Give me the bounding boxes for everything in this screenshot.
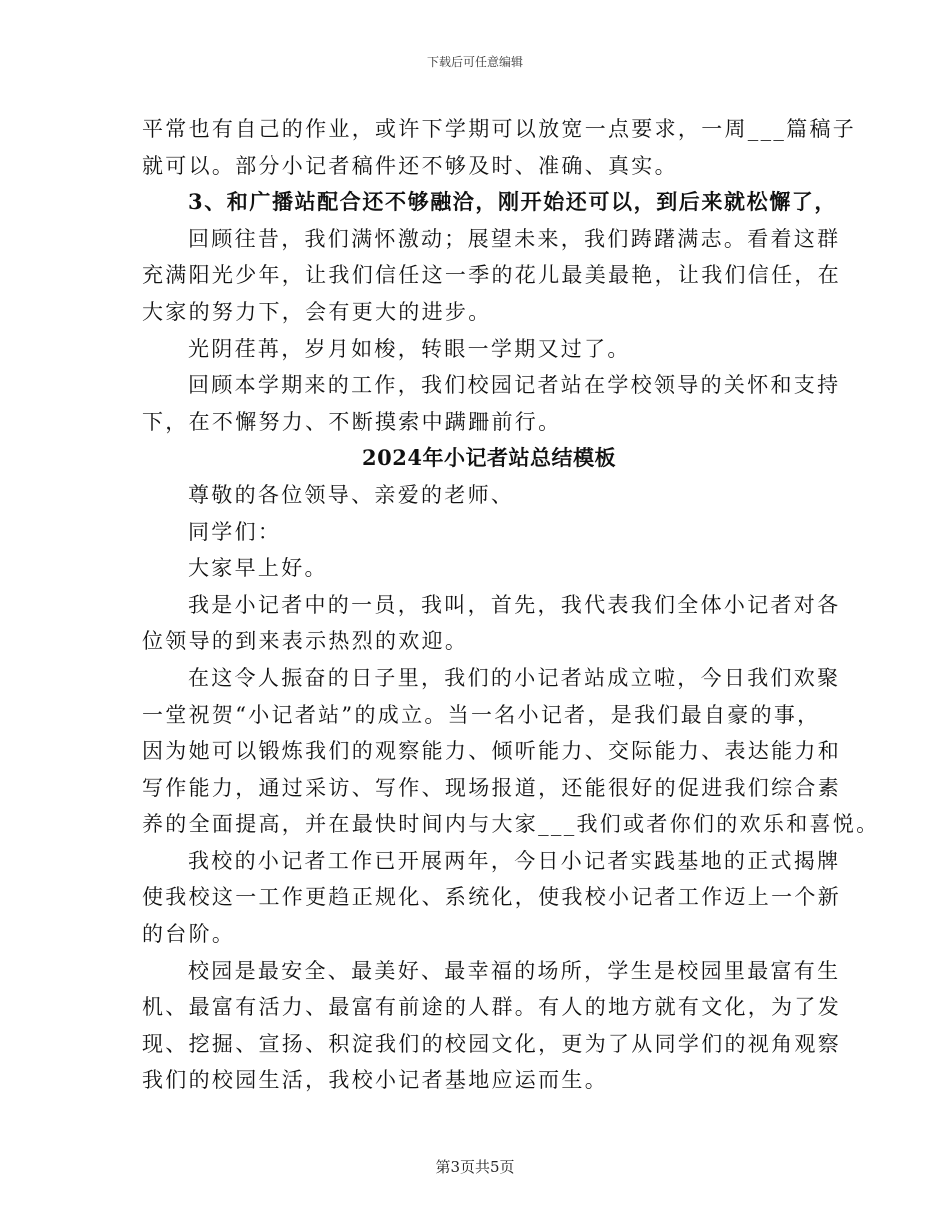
salutation-line: 尊敬的各位领导、亲爱的老师、 [188, 482, 515, 507]
page-footer: 第3页共5页 [435, 1158, 515, 1176]
body-line: 现、挖掘、宣扬、积淀我们的校园文化，更为了从同学们的视角观察 [142, 1031, 841, 1056]
paragraph-start: 回顾往昔，我们满怀激动；展望未来，我们踌躇满志。看着这群 [188, 226, 841, 251]
page-header: 下载后可任意编辑 [426, 55, 523, 69]
paragraph-start: 回顾本学期来的工作，我们校园记者站在学校领导的关怀和支持 [188, 373, 841, 398]
body-line: 下，在不懈努力、不断摸索中蹒跚前行。 [142, 409, 562, 434]
section-title: 2024年小记者站总结模板 [362, 445, 616, 471]
body-line: 位领导的到来表示热烈的欢迎。 [142, 629, 469, 654]
body-line: 大家的努力下，会有更大的进步。 [142, 299, 492, 324]
body-line: 一堂祝贺“小记者站”的成立。当一名小记者，是我们最自豪的事， [142, 702, 821, 727]
paragraph-start: 在这令人振奋的日子里，我们的小记者站成立啦，今日我们欢聚 [188, 665, 841, 690]
greeting-line: 大家早上好。 [188, 556, 328, 581]
bold-item-line: 3、和广播站配合还不够融洽，刚开始还可以，到后来就松懈了， [188, 189, 838, 215]
document-body [142, 111, 880, 1099]
body-line: 充满阳光少年，让我们信任这一季的花儿最美最艳，让我们信任，在 [142, 263, 841, 288]
body-line: 机、最富有活力、最富有前途的人群。有人的地方就有文化，为了发 [142, 995, 841, 1020]
paragraph-start: 校园是最安全、最美好、最幸福的场所，学生是校园里最富有生 [188, 958, 841, 983]
salutation-line: 同学们： [188, 519, 282, 544]
body-line: 平常也有自己的作业，或许下学期可以放宽一点要求，一周___篇稿子 [142, 117, 857, 141]
body-line: 的台阶。 [142, 922, 236, 947]
body-line: 写作能力，通过采访、写作、现场报道，还能很好的促进我们综合素 [142, 775, 841, 800]
body-line: 使我校这一工作更趋正规化、系统化，使我校小记者工作迈上一个新 [142, 885, 841, 910]
body-line: 我们的校园生活，我校小记者基地应运而生。 [142, 1068, 608, 1093]
paragraph-start: 我校的小记者工作已开展两年，今日小记者实践基地的正式揭牌 [188, 848, 841, 873]
body-line: 就可以。部分小记者稿件还不够及时、准确、真实。 [142, 153, 678, 178]
body-line: 因为她可以锻炼我们的观察能力、倾听能力、交际能力、表达能力和 [142, 739, 841, 764]
body-line: 养的全面提高，并在最快时间内与大家___我们或者你们的欢乐和喜悦。 [142, 812, 880, 837]
paragraph-start: 我是小记者中的一员，我叫，首先，我代表我们全体小记者对各 [188, 592, 841, 617]
paragraph-start: 光阴荏苒，岁月如梭，转眼一学期又过了。 [188, 336, 631, 361]
